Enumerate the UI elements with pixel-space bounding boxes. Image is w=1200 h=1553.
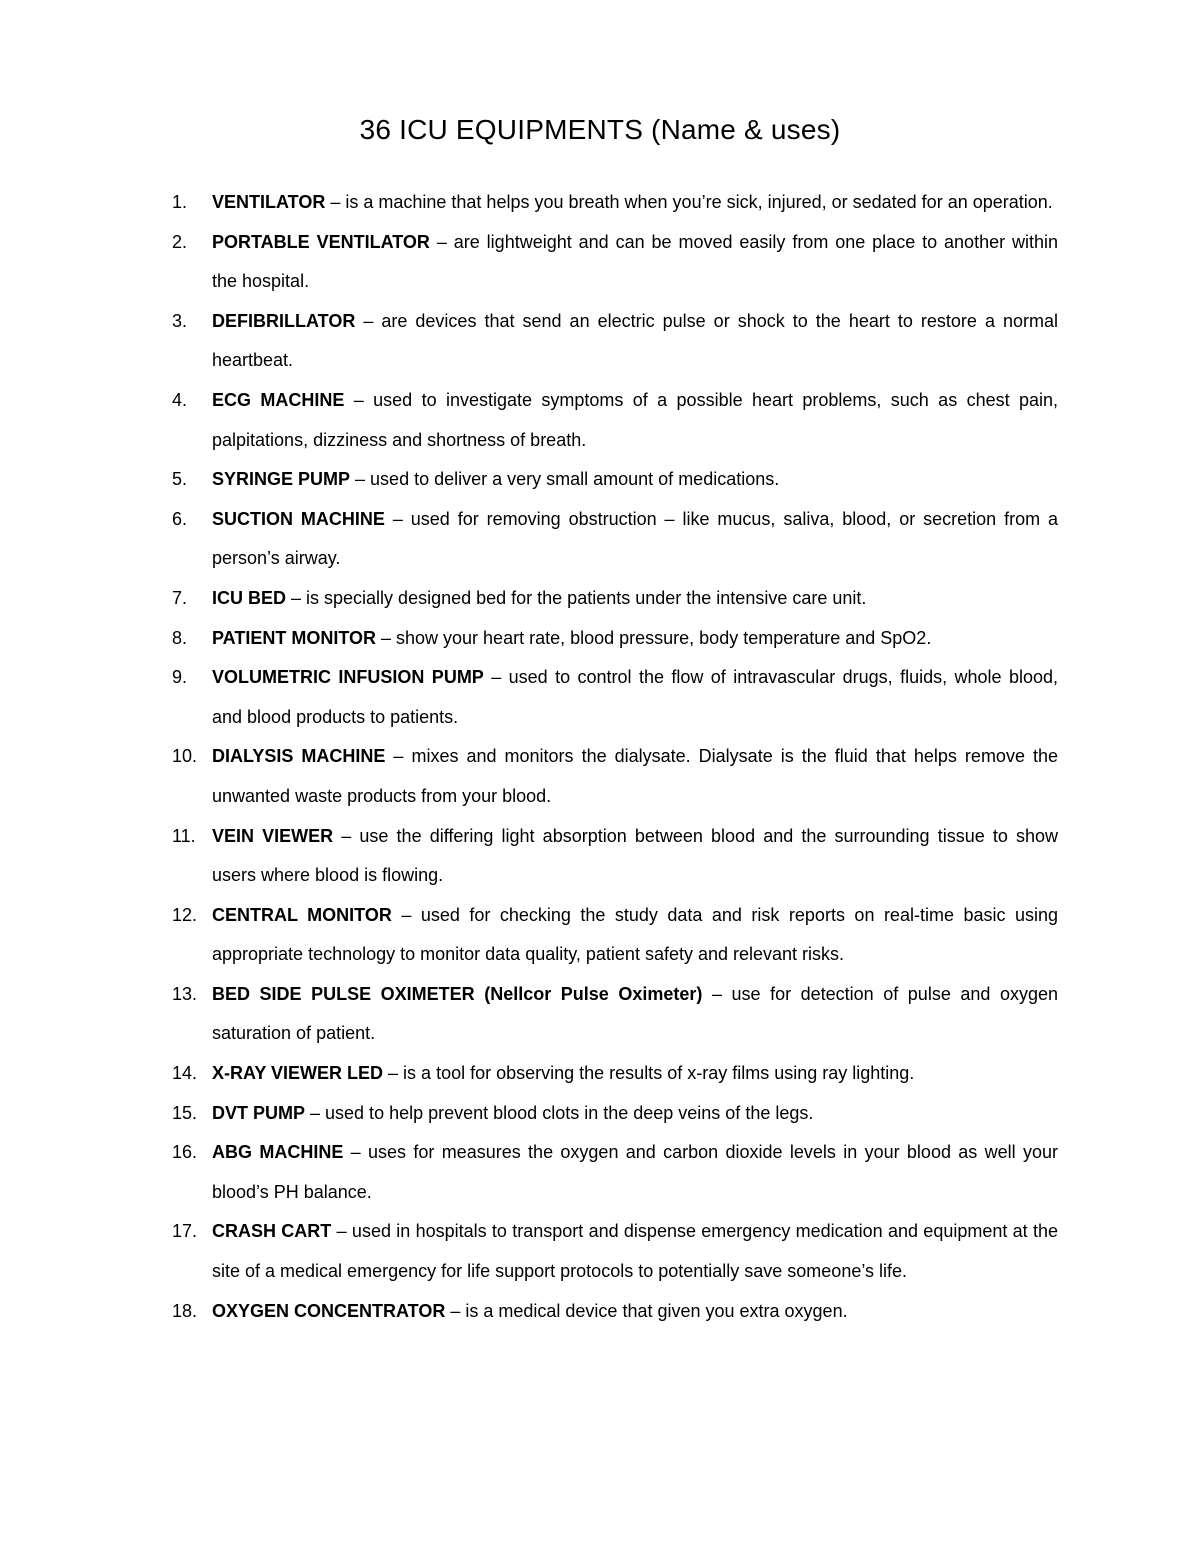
list-item: [158, 1133, 1058, 1212]
list-item: [158, 896, 1058, 975]
equipment-name: DVT PUMP: [212, 1102, 306, 1123]
equipment-name: PATIENT MONITOR: [212, 627, 376, 648]
equipment-description: – are lightweight and can be moved easily from one place to another within the hospital.: [212, 231, 1059, 292]
item-number: 5.: [172, 469, 188, 490]
list-item: [158, 579, 1058, 619]
equipment-name: DEFIBRILLATOR: [212, 310, 356, 331]
equipment-name: X-RAY VIEWER LED: [212, 1063, 384, 1084]
equipment-description: – is a medical device that given you extra oxygen.: [445, 1300, 848, 1321]
item-number: 8.: [172, 627, 188, 648]
equipment-description: – uses for measures the oxygen and carbon dioxide levels in your blood as well your blood’s PH balance.: [212, 1142, 1058, 1202]
equipment-name: ABG MACHINE: [212, 1142, 344, 1163]
item-number: 12.: [172, 904, 198, 925]
equipment-description: – used for removing obstruction – like mucus, saliva, blood, or secretion from a person’s airway.: [212, 508, 1059, 569]
list-item: [158, 1292, 1058, 1332]
equipment-description: – mixes and monitors the dialysate. Dialysate is the fluid that helps remove the unwanted waste products from your blood.: [212, 746, 1058, 806]
equipment-name: CRASH CART: [212, 1221, 332, 1242]
equipment-description: – used to deliver a very small amount of medications.: [350, 469, 780, 490]
item-number: 3.: [172, 310, 188, 331]
equipment-description: – used to investigate symptoms of a possible heart problems, such as chest pain, palpitations, dizziness and shortness of breath.: [212, 389, 1058, 450]
equipment-description: – show your heart rate, blood pressure, body temperature and SpO2.: [376, 627, 932, 648]
item-number: 14.: [172, 1063, 198, 1084]
item-number: 9.: [172, 667, 188, 688]
item-number: 15.: [172, 1102, 198, 1123]
item-number: 16.: [172, 1142, 198, 1163]
equipment-description: – is specially designed bed for the patients under the intensive care unit.: [286, 587, 867, 608]
list-item: [158, 658, 1058, 737]
equipment-name: VOLUMETRIC INFUSION PUMP: [212, 667, 484, 688]
item-number: 11.: [172, 825, 196, 846]
equipment-description: – use for detection of pulse and oxygen saturation of patient.: [212, 983, 1058, 1044]
page-title: 36 ICU EQUIPMENTS (Name & uses): [359, 114, 841, 145]
list-item: [158, 183, 1058, 223]
equipment-name: PORTABLE VENTILATOR: [212, 231, 430, 252]
equipment-name: VENTILATOR: [212, 192, 326, 212]
list-item: [158, 460, 1058, 500]
list-item: [158, 1094, 1058, 1134]
equipment-description: – used for checking the study data and risk reports on real-time basic using appropriate technology to monitor data quality, patient safety and relevant risks.: [212, 904, 1058, 965]
item-number: 2.: [172, 231, 188, 252]
item-number: 4.: [172, 389, 188, 410]
equipment-description: – is a machine that helps you breath when you’re sick, injured, or sedated for an operation.: [325, 192, 1053, 212]
equipment-name: ICU BED: [212, 587, 287, 608]
equipment-name: CENTRAL MONITOR: [212, 904, 392, 925]
equipment-description: – are devices that send an electric pulse or shock to the heart to restore a normal heartbeat.: [212, 310, 1058, 371]
item-number: 17.: [172, 1221, 198, 1242]
equipment-name: BED SIDE PULSE OXIMETER (Nellcor Pulse Oximeter): [212, 983, 703, 1004]
list-item: [158, 500, 1058, 579]
list-item: [158, 737, 1058, 816]
equipment-description: – is a tool for observing the results of x-ray films using ray lighting.: [383, 1063, 915, 1084]
item-number: 18.: [172, 1300, 198, 1321]
equipment-description: – used to control the flow of intravascular drugs, fluids, whole blood, and blood products to patients.: [212, 667, 1058, 727]
equipment-description: – used to help prevent blood clots in the deep veins of the legs.: [305, 1102, 814, 1123]
list-item: [158, 1212, 1058, 1291]
item-number: 10.: [172, 746, 198, 767]
item-number: 7.: [172, 587, 188, 608]
item-number: 1.: [172, 192, 188, 212]
list-item: [158, 975, 1058, 1054]
equipment-name: ECG MACHINE: [212, 389, 345, 410]
list-item: [158, 817, 1058, 896]
equipment-name: SUCTION MACHINE: [212, 508, 385, 529]
list-item: [158, 1054, 1058, 1094]
list-item: [158, 619, 1058, 659]
equipment-description: – used in hospitals to transport and dispense emergency medication and equipment at the site of a medical emergency for life support protocols to potentially save someone’s life.: [212, 1221, 1059, 1282]
list-item: [158, 381, 1058, 460]
equipment-list: [158, 183, 1058, 1331]
item-number: 6.: [172, 508, 188, 529]
equipment-name: OXYGEN CONCENTRATOR: [212, 1300, 446, 1321]
equipment-name: DIALYSIS MACHINE: [212, 746, 386, 767]
list-item: [158, 223, 1058, 302]
equipment-description: – use the differing light absorption between blood and the surrounding tissue to show users where blood is flowing.: [212, 825, 1058, 886]
item-number: 13.: [172, 983, 198, 1004]
list-item: [158, 302, 1058, 381]
equipment-name: SYRINGE PUMP: [212, 469, 351, 490]
equipment-name: VEIN VIEWER: [212, 825, 334, 846]
